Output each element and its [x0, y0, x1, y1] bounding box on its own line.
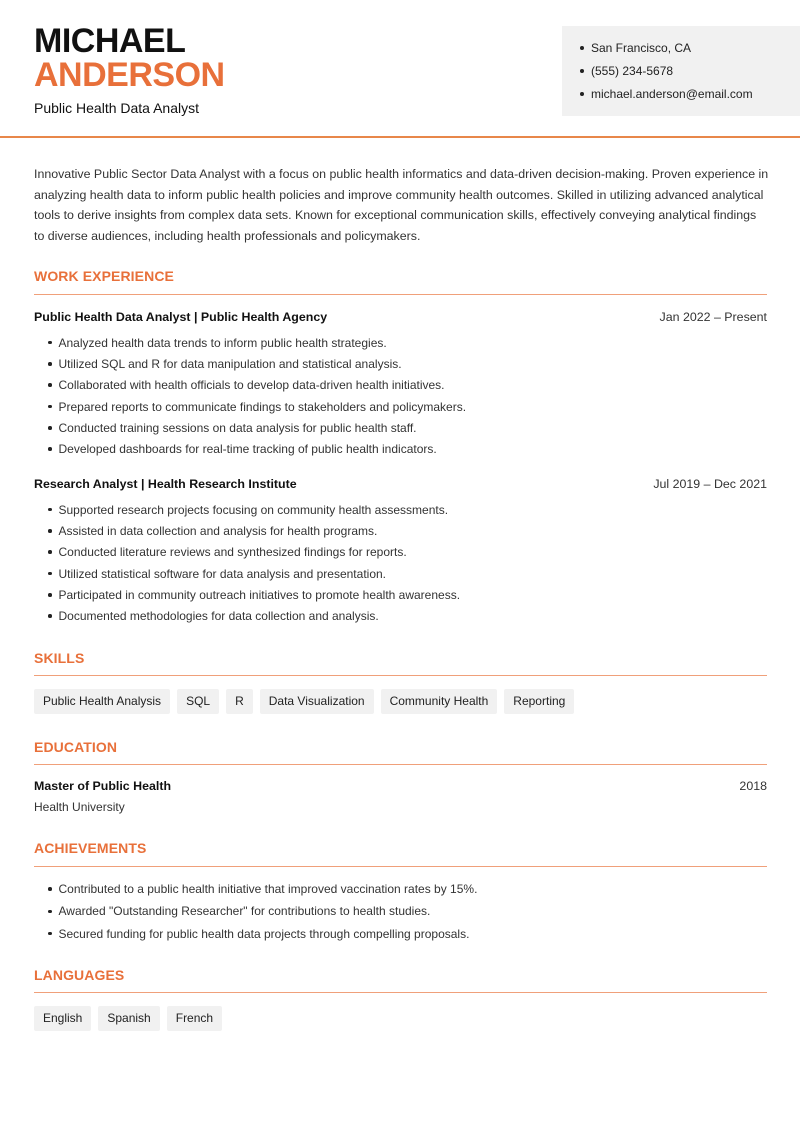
list-item	[34, 923, 477, 945]
bullet-icon	[48, 426, 52, 430]
contact-box	[562, 26, 800, 116]
bullet-text: Collaborated with health officials to develop data-driven health initiatives.	[58, 378, 445, 393]
bullet-icon	[48, 383, 52, 387]
bullet-icon	[48, 572, 52, 576]
list-item	[34, 542, 460, 563]
job-role: Research Analyst | Health Research Institute	[34, 477, 297, 491]
job-role: Public Health Data Analyst | Public Health Agency	[34, 310, 328, 324]
list-item	[34, 900, 477, 922]
bullet-icon	[580, 69, 584, 73]
bullet-icon	[48, 341, 52, 345]
list-item	[34, 878, 477, 900]
list-item	[34, 605, 460, 626]
contact-phone	[580, 59, 800, 82]
school-name: Health University	[34, 800, 125, 814]
section-title-work: WORK EXPERIENCE	[34, 268, 174, 284]
summary: Innovative Public Sector Data Analyst with a focus on public health informatics and data-driven decision-making. Proven experience in analyzing health data to inform public health policies and improve community health outcomes. Skilled in utilizing advanced analytical tools to derive insights from complex data sets. Known for exceptional communication skills, effectively conveying analytical findings to diverse audiences, including health professionals and policymakers.	[34, 167, 769, 243]
section-divider	[34, 294, 767, 295]
bullet-text: Secured funding for public health data projects through compelling proposals.	[58, 926, 470, 941]
bullet-text: Assisted in data collection and analysis for health programs.	[58, 523, 378, 538]
skill-tag: Community Health	[381, 689, 498, 714]
bullet-icon	[580, 46, 584, 50]
list-item	[34, 499, 460, 520]
bullet-icon	[48, 508, 52, 512]
bullet-icon	[48, 362, 52, 366]
list-item	[34, 520, 460, 541]
section-divider	[34, 992, 767, 993]
bullet-text: Conducted literature reviews and synthesized findings for reports.	[58, 545, 407, 560]
skill-tag: SQL	[177, 689, 219, 714]
bullet-icon	[580, 92, 584, 96]
language-tag: Spanish	[98, 1006, 159, 1031]
section-title-achievements: ACHIEVEMENTS	[34, 840, 147, 856]
list-item	[34, 417, 466, 438]
bullet-icon	[48, 447, 52, 451]
list-item	[34, 563, 460, 584]
languages-list	[34, 1006, 222, 1031]
section-divider	[34, 866, 767, 867]
skill-tag: Public Health Analysis	[34, 689, 170, 714]
job-dates: Jan 2022 – Present	[659, 310, 767, 324]
language-tag: French	[167, 1006, 222, 1031]
achievements-list	[34, 878, 477, 945]
email-text: michael.anderson@email.com	[591, 87, 753, 102]
section-title-languages: LANGUAGES	[34, 967, 125, 983]
bullet-text: Prepared reports to communicate findings to stakeholders and policymakers.	[58, 399, 467, 414]
language-tag: English	[34, 1006, 91, 1031]
bullet-text: Documented methodologies for data collection and analysis.	[58, 609, 379, 624]
list-item	[34, 396, 466, 417]
bullet-text: Developed dashboards for real-time tracking of public health indicators.	[58, 442, 437, 457]
bullet-text: Analyzed health data trends to inform public health strategies.	[58, 335, 387, 350]
section-title-education: EDUCATION	[34, 739, 118, 755]
skills-list	[34, 689, 574, 714]
bullet-text: Supported research projects focusing on community health assessments.	[58, 502, 449, 517]
list-item	[34, 332, 466, 353]
job-header	[34, 310, 767, 324]
bullet-icon	[48, 405, 52, 409]
contact-email	[580, 83, 800, 106]
resume-header	[0, 0, 800, 138]
bullet-icon	[48, 614, 52, 618]
location-text: San Francisco, CA	[591, 40, 692, 55]
bullet-icon	[48, 593, 52, 597]
bullet-icon	[48, 529, 52, 533]
bullet-text: Contributed to a public health initiative that improved vaccination rates by 15%.	[58, 882, 478, 897]
list-item	[34, 584, 460, 605]
bullet-text: Awarded "Outstanding Researcher" for contributions to health studies.	[58, 904, 431, 919]
phone-text: (555) 234-5678	[591, 63, 674, 78]
graduation-year: 2018	[739, 779, 767, 793]
job-dates: Jul 2019 – Dec 2021	[653, 477, 767, 491]
education-header	[34, 779, 767, 793]
bullet-text: Conducted training sessions on data analysis for public health staff.	[58, 420, 417, 435]
skill-tag: Reporting	[504, 689, 574, 714]
section-divider	[34, 764, 767, 765]
last-name: ANDERSON	[34, 56, 225, 94]
section-divider	[34, 675, 767, 676]
bullet-text: Utilized statistical software for data analysis and presentation.	[58, 566, 386, 581]
first-name: MICHAEL	[34, 22, 186, 60]
bullet-icon	[48, 550, 52, 554]
bullet-text: Utilized SQL and R for data manipulation and statistical analysis.	[58, 356, 402, 371]
job-title: Public Health Data Analyst	[34, 100, 199, 116]
skill-tag: R	[226, 689, 253, 714]
contact-location	[580, 36, 800, 59]
degree: Master of Public Health	[34, 779, 172, 793]
bullet-icon	[48, 887, 52, 891]
job-bullets	[34, 332, 466, 460]
list-item	[34, 353, 466, 374]
bullet-icon	[48, 932, 52, 936]
skill-tag: Data Visualization	[260, 689, 374, 714]
bullet-text: Participated in community outreach initiatives to promote health awareness.	[58, 587, 461, 602]
job-bullets	[34, 499, 460, 627]
section-title-skills: SKILLS	[34, 650, 85, 666]
list-item	[34, 375, 466, 396]
bullet-icon	[48, 910, 52, 914]
job-header	[34, 477, 767, 491]
list-item	[34, 438, 466, 459]
